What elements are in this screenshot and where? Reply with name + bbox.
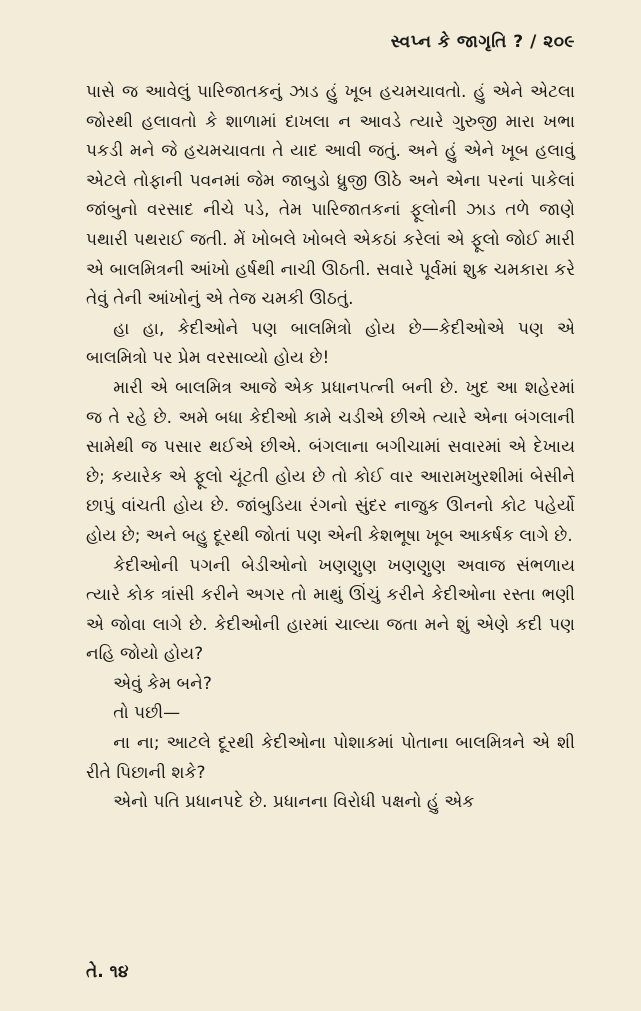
paragraph-5: એવું કેમ બને?: [113, 673, 212, 694]
paragraph-4: કેદીઓની પગની બેડીઓનો ખણણુણ ખણણુણ અવાજ સંભળાય ત્યારે કોક ત્રાંસી કરીને અગર તો માથું ઊંચું કરીને કેદીઓના રસ્તા ભણી એ જોવા લાગે છે. કેદીઓની હારમાં ચાલ્યા જતા મને શું એણે કદી પણ નહિ જોયો હોય?: [86, 555, 575, 665]
running-head: સ્વપ્ન કે જાગૃતિ ? / ૨૦૯: [390, 32, 575, 52]
paragraph-7: ના ના; આટલે દૂરથી કેદીઓના પોશાકમાં પોતાના બાલમિત્રને એ શી રીતે પિછાની શકે?: [86, 733, 575, 783]
paragraph-2: હા હા, કેદીઓને પણ બાલમિત્રો હોય છે—કેદીઓએ પણ એ બાલમિત્રો પર પ્રેમ વરસાવ્યો હોય છે!: [86, 318, 575, 369]
paragraph-1: પાસે જ આવેલું પારિજાતકનું ઝાડ હું ખૂબ હચમચાવતો. હું એને એટલા જોરથી હલાવતો કે શાળામાં દાખલા ન આવડે ત્યારે ગુરુજી મારા ખભા પકડી મને જે હચમચાવતા તે યાદ આવી જતું. અને હું એને ખૂબ હલાવું એટલે તોફાની પવનમાં જેમ જાબુડો ધ્રુજી ઊઠે અને એના પરનાં પાકેલાં જાંબુનો વરસાદ નીચે પડે, તેમ પારિજાતકનાં ફૂલોની ઝાડ તળે જાણે પથારી પથરાઈ જતી. મેં ખોબલે ખોબલે એકઠાં કરેલાં એ ફૂલો જોઈ મારી એ બાલમિત્રની આંખો હર્ષથી નાચી ઊઠતી. સવારે પૂર્વમાં શુક્ર ચમકારા કરે તેવું તેની આંખોનું એ તેજ ચમકી ઊઠતું.: [86, 82, 575, 310]
paragraph-8: એનો પતિ પ્રધાનપદે છે. પ્રધાનના વિરોધી પક્ષનો હું એક: [113, 792, 475, 813]
body-text: [86, 78, 575, 818]
paragraph-6: તો પછી—: [113, 703, 181, 724]
paragraph-3: મારી એ બાલમિત્ર આજે એક પ્રધાનપત્ની બની છે. ખુદ આ શહેરમાં જ તે રહે છે. અમે બધા કેદીઓ કામે ચડીએ છીએ ત્યારે એના બંગલાની સામેથી જ પસાર થઈએ છીએ. બંગલાના બગીચામાં સવારમાં એ દેખાય છે; કયારેક એ ફૂલો ચૂંટતી હોય છે તો કોઈ વાર આરામખુરશીમાં બેસીને છાપું વાંચતી હોય છે. જાંબુડિયા રંગનો સુંદર નાજુક ઊનનો કોટ પહેર્યો હોય છે; અને બહુ દૂરથી જોતાં પણ એની કેશભૂષા ખૂબ આકર્ષક લાગે છે.: [86, 377, 575, 546]
signature-mark: તે. ૧૪: [86, 962, 129, 982]
